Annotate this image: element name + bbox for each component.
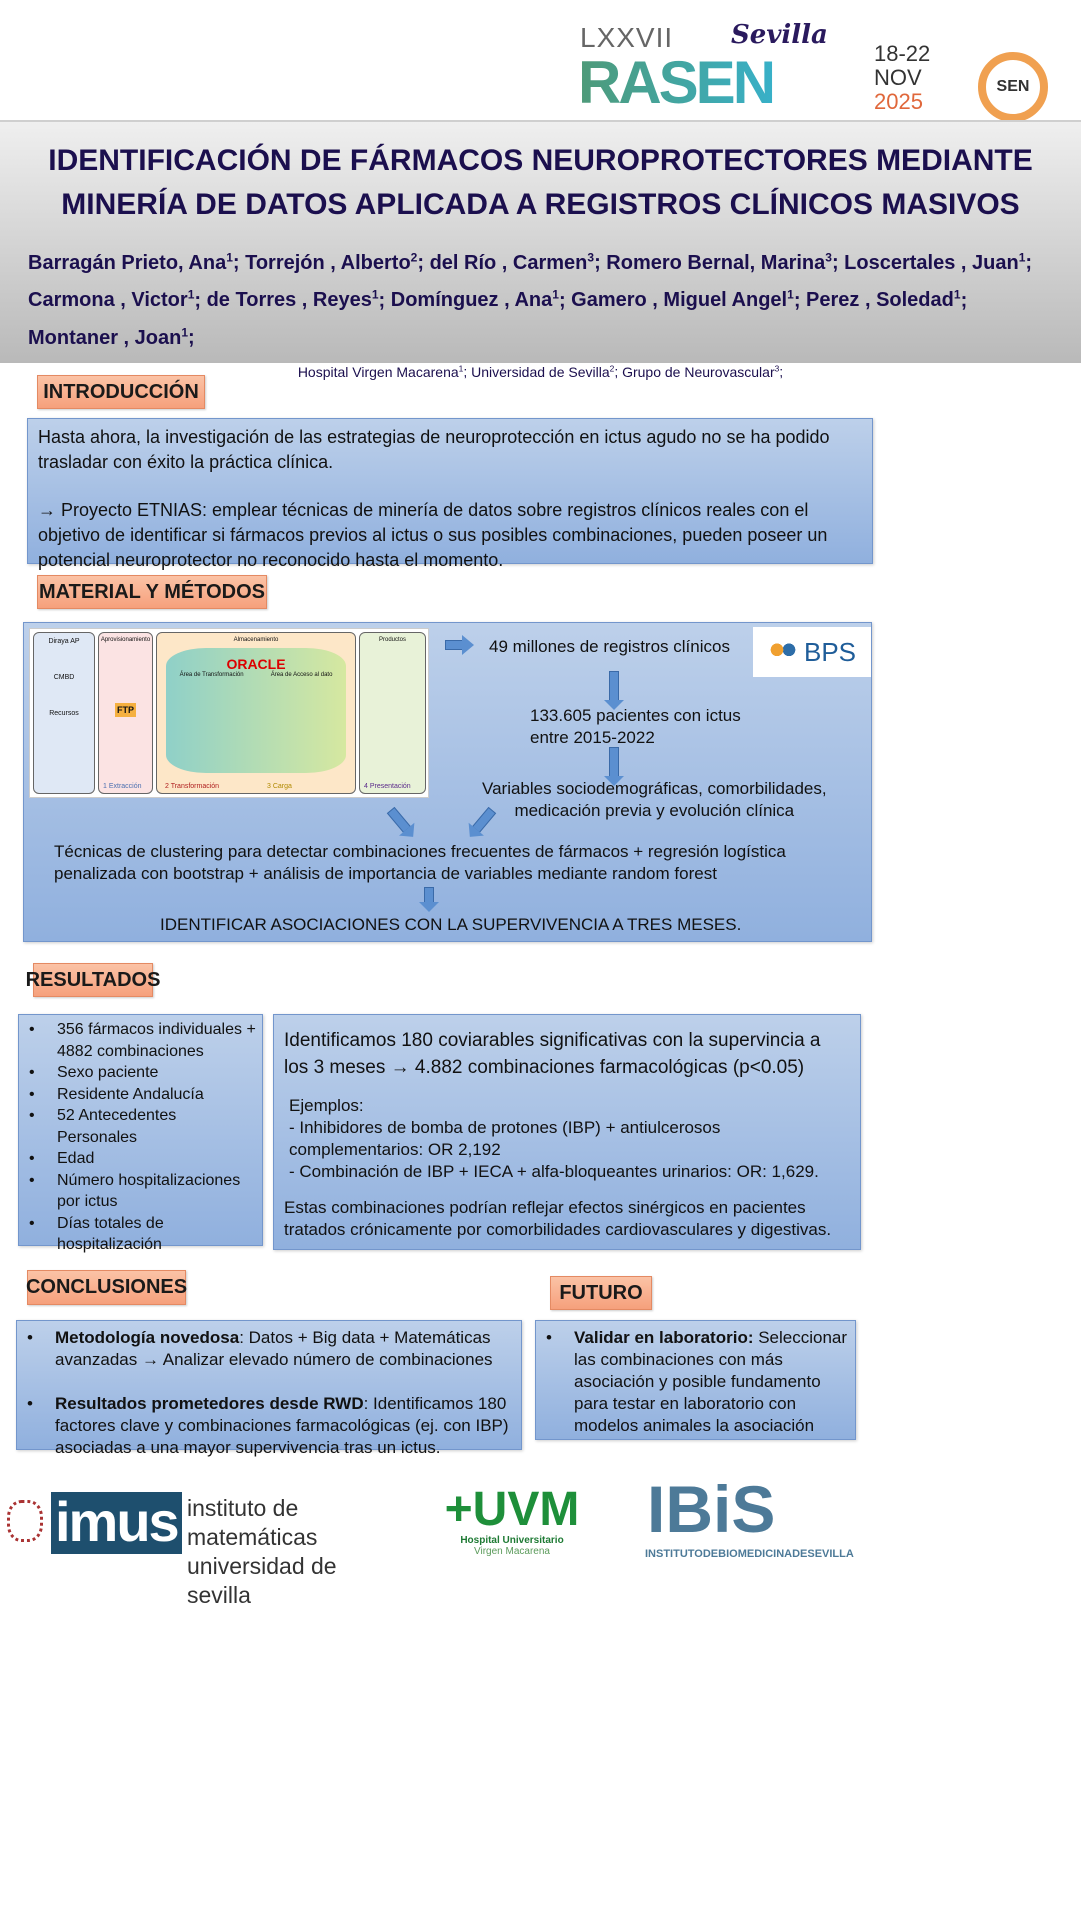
intro-box xyxy=(27,418,873,570)
huvm-short: +UVM xyxy=(444,1483,580,1536)
variable-item: • Días totales de hospitalización xyxy=(21,1213,260,1256)
variable-item: • Sexo paciente xyxy=(21,1062,260,1084)
methods-label: MATERIAL Y MÉTODOS xyxy=(37,575,267,609)
author: Torrejón , Alberto$^2$ xyxy=(245,250,418,274)
results-label: RESULTADOS xyxy=(33,963,153,997)
step-goal: IDENTIFICAR ASOCIACIONES CON LA SUPERVIVENCIA A TRES MESES. xyxy=(160,915,742,934)
down-arrow-icon xyxy=(609,671,619,701)
author: Loscertales , Juan$^1$ xyxy=(844,250,1026,274)
imus-short: imus xyxy=(51,1492,182,1554)
example-1: - Inhibidores de bomba de protones (IBP) + antiulcerosos complementarios: OR 2,192 xyxy=(289,1118,721,1159)
conclusions-box xyxy=(16,1320,522,1457)
author: Perez , Soledad$^1$ xyxy=(806,287,961,312)
intro-project: → Proyecto ETNIAS: emplear técnicas de minería de datos sobre registros clínicos reales con el objetivo de identificar si fármacos previos al ictus o sus posibles combinaciones, pueden poseer un potencial neuroprotector no reconocido hasta el momento. xyxy=(38,500,828,570)
diagram-storage: Almacenamiento ORACLE Área de Transformación Área de Acceso al dato 2 Transformación 3 Carga xyxy=(156,632,356,794)
down-arrow-icon xyxy=(609,747,619,777)
affiliation: Universidad de Sevilla$^2$ xyxy=(471,362,615,380)
intro-text: Hasta ahora, la investigación de las estrategias de neuroprotección en ictus agudo no se ha podido trasladar con éxito la práctica clínica. xyxy=(38,427,830,472)
logo-dates: 18-22 xyxy=(874,41,931,66)
huvm-line1: Hospital Universitario xyxy=(460,1535,564,1546)
logo-city: Sevilla xyxy=(731,20,828,50)
bps-people-icon xyxy=(768,641,798,663)
diagram-sources: Diraya AP CMBD Recursos xyxy=(33,632,95,794)
huvm-logo xyxy=(432,1485,592,1565)
imus-network-icon xyxy=(7,1500,43,1542)
diagram-provisioning: AprovisionamientoFTP 1 Extracción xyxy=(98,632,153,794)
author: Carmona , Victor$^1$ xyxy=(28,287,195,312)
imus-text: instituto de matemáticas universidad de sevilla xyxy=(187,1495,337,1608)
step-transformation: 2 Transformación xyxy=(165,783,220,790)
results-closing: Estas combinaciones podrían reflejar efectos sinérgicos en pacientes tratados crónicamente por comorbilidades cardiovasculares y digestivas. xyxy=(284,1198,832,1239)
logo-month: NOV xyxy=(874,65,922,90)
ftp-icon: FTP xyxy=(117,705,134,715)
rasen-logo xyxy=(578,20,931,116)
logo-name: RASEN xyxy=(578,49,774,116)
example-2: - Combinación de IBP + IECA + alfa-bloqueantes urinarios: OR: 1,629. xyxy=(289,1162,819,1181)
author: Barragán Prieto, Ana$^1$ xyxy=(28,250,233,274)
logo-roman: LXXVII xyxy=(580,22,674,53)
future-label: FUTURO xyxy=(550,1276,652,1310)
step-load: 3 Carga xyxy=(267,783,292,790)
future-list xyxy=(538,1327,853,1437)
ibis-line1: INSTITUTODEBIOMEDICINADESEVILLA xyxy=(645,1548,854,1560)
sen-logo-text: SEN xyxy=(996,78,1030,95)
affiliation: Grupo de Neurovascular$^3$ xyxy=(622,362,780,380)
ibis-logo xyxy=(645,1470,875,1565)
step-patients: 133.605 pacientes con ictus entre 2015-2022 xyxy=(530,706,741,747)
affiliation: Hospital Virgen Macarena$^1$ xyxy=(297,362,464,380)
variable-item: • Número hospitalizaciones por ictus xyxy=(21,1170,260,1213)
intro-label: INTRODUCCIÓN xyxy=(37,375,205,409)
bullet-item: • Validar en laboratorio: Seleccionar las combinaciones con más asociación y posible fundamento para testar en laboratorio con modelos animales la asociación xyxy=(538,1327,853,1437)
variable-item: • Residente Andalucía xyxy=(21,1084,260,1106)
poster-title: IDENTIFICACIÓN DE FÁRMACOS NEUROPROTECTORES MEDIANTE MINERÍA DE DATOS APLICADA A REGISTROS CLÍNICOS MASIVOS xyxy=(48,144,1033,221)
architecture-diagram xyxy=(29,628,429,798)
author: Gamero , Miguel Angel$^1$ xyxy=(571,287,794,312)
ibis-short: IBiS xyxy=(647,1472,776,1546)
step-techniques: Técnicas de clustering para detectar combinaciones frecuentes de fármacos + regresión logística penalizada con bootstrap + análisis de importancia de variables mediante random forest xyxy=(54,842,786,883)
methods-box xyxy=(23,622,872,942)
bullet-item: • Resultados prometedores desde RWD: Identificamos 180 factores clave y combinaciones farmacológicas (ej. con IBP) asociadas a una mayor supervivencia tras un ictus. xyxy=(19,1393,519,1459)
step-variables: Variables sociodemográficas, comorbilidades, medicación previa y evolución clínica xyxy=(482,779,827,820)
variable-item: • Edad xyxy=(21,1148,260,1170)
author: Domínguez , Ana$^1$ xyxy=(390,287,559,312)
author: Romero Bernal, Marina$^3$ xyxy=(606,250,832,274)
logo-year: 2025 xyxy=(874,89,923,114)
variable-item: • 356 fármacos individuales + 4882 combinaciones xyxy=(21,1019,260,1062)
results-main-text: Identificamos 180 coviarables significativas con la supervincia a los 3 meses → 4.882 combinaciones farmacológicas (p<0.05) xyxy=(284,1030,821,1078)
title-panel xyxy=(0,120,1081,380)
examples-title: Ejemplos: xyxy=(289,1096,364,1115)
step-presentation: 4 Presentación xyxy=(364,783,411,790)
author: de Torres , Reyes$^1$ xyxy=(206,287,379,312)
variables-list xyxy=(21,1019,260,1256)
diagonal-arrow-icon xyxy=(387,807,411,833)
imus-logo xyxy=(5,1490,405,1608)
bps-logo: BPS xyxy=(753,627,871,677)
affiliations: Hospital Virgen Macarena$^1$; Universidad de Sevilla$^2$; Grupo de Neurovascular$^3$; xyxy=(297,362,784,380)
authors: Barragán Prieto, Ana$^1$; Torrejón , Alberto$^2$; del Río , Carmen$^3$; Romero Bernal, Marina$^3$; Loscertales , Juan$^1$; Carmona , Victor$^1$; de Torres , Reyes$^1$; Domínguez , Ana$^1$; Gamero , Miguel Angel$^1$; Perez , Soledad$^1$; Montaner , Joan$^1$; xyxy=(28,250,1033,349)
bullet-item: • Metodología novedosa: Datos + Big data + Matemáticas avanzadas → Analizar elevado número de combinaciones xyxy=(19,1327,519,1371)
conclusions-list xyxy=(19,1327,519,1459)
variable-item: • 52 Antecedentes Personales xyxy=(21,1105,260,1148)
right-arrow-icon xyxy=(445,640,463,650)
future-box xyxy=(535,1320,856,1440)
results-main-box xyxy=(273,1014,861,1250)
diagram-products: Productos 4 Presentación xyxy=(359,632,426,794)
sen-logo xyxy=(978,52,1048,122)
oracle-logo: ORACLE xyxy=(226,656,286,672)
step-records: 49 millones de registros clínicos xyxy=(489,637,730,656)
author: Montaner , Joan$^1$ xyxy=(28,325,189,349)
results-variables-box xyxy=(18,1014,263,1253)
step-extraction: 1 Extracción xyxy=(103,783,142,790)
conclusions-label: CONCLUSIONES xyxy=(27,1270,186,1305)
down-arrow-icon xyxy=(424,887,434,903)
author: del Río , Carmen$^3$ xyxy=(429,250,595,274)
huvm-line2: Virgen Macarena xyxy=(474,1546,550,1557)
right-arrow-head xyxy=(462,635,474,655)
